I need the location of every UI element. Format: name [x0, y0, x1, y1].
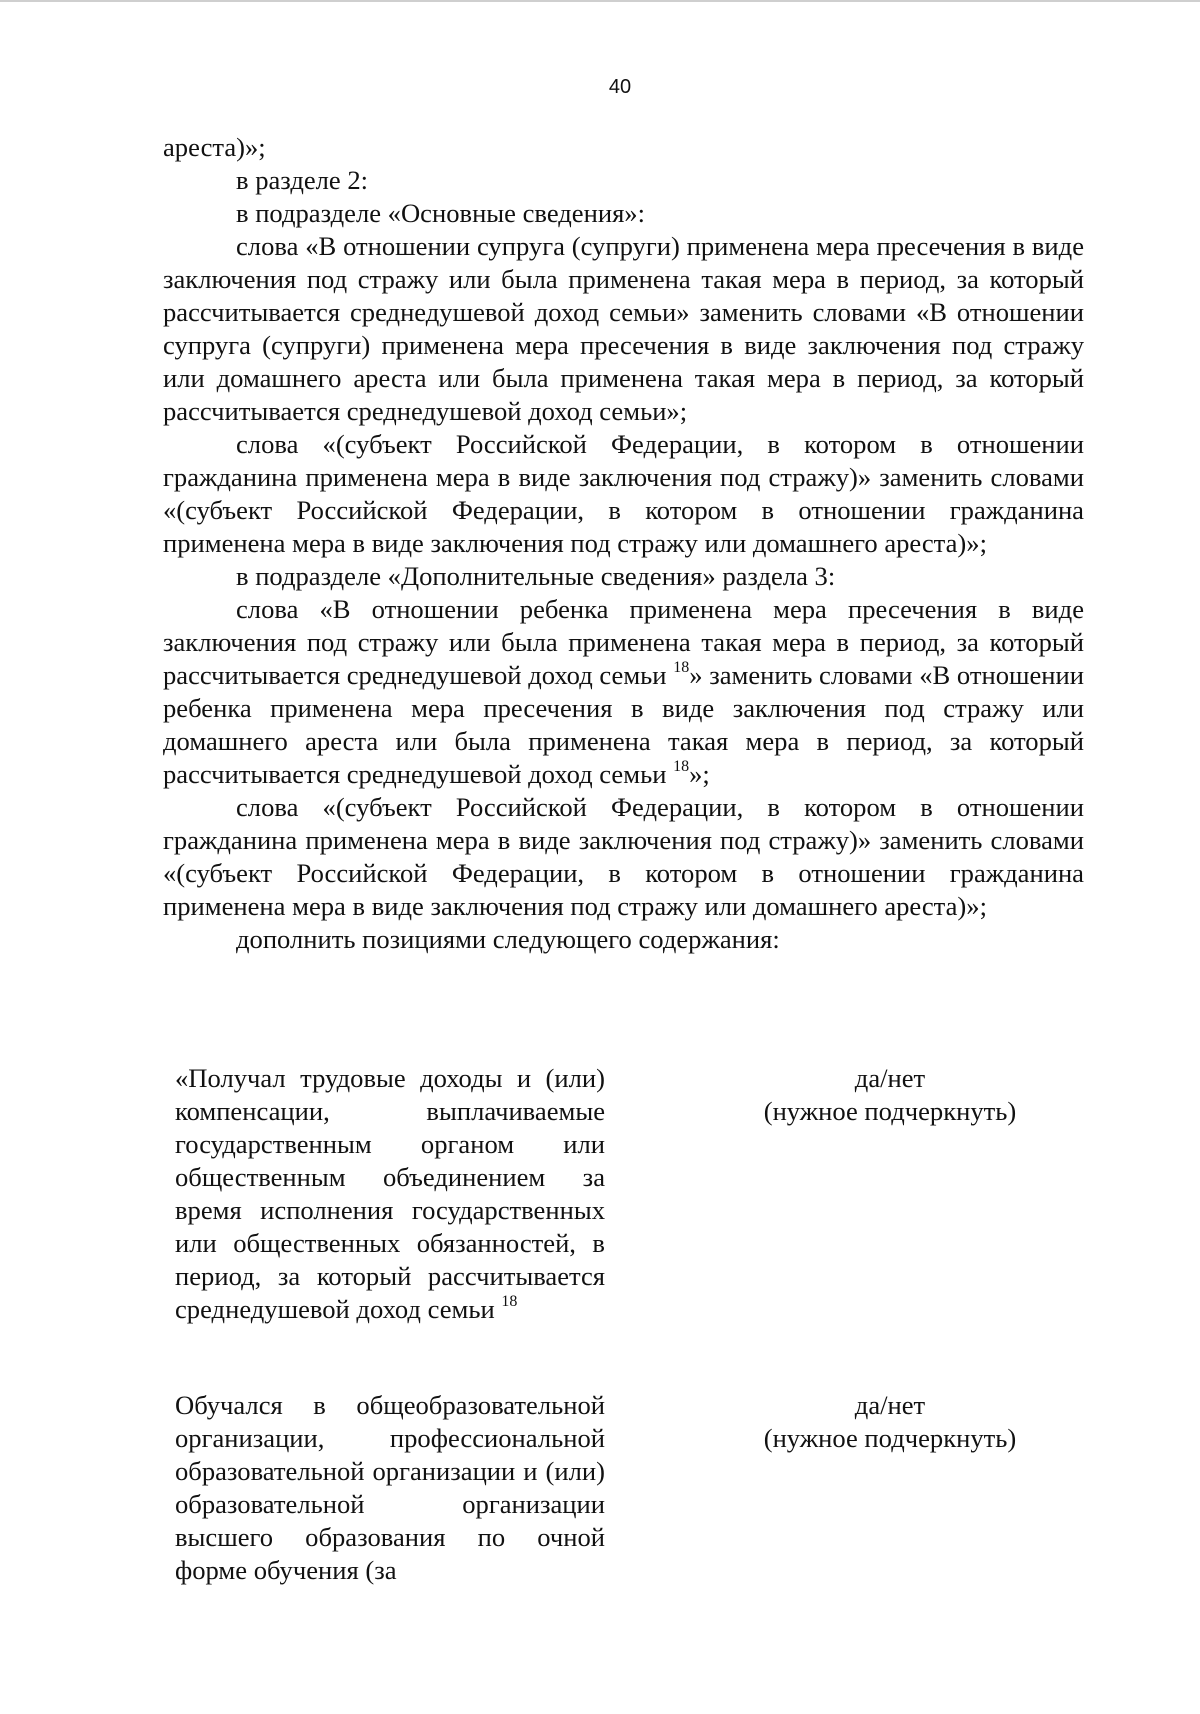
answer-options: да/нет — [854, 1390, 926, 1420]
footnote-ref: 18 — [673, 659, 690, 677]
scan-top-edge — [0, 0, 1200, 2]
paragraph-5: слова «(субъект Российской Федерации, в котором в отношении гражданина применена мера в виде заключения под стражу)» заменить словами «(субъект Российской Федерации, в котором в отношении гражданина применена мера в виде заключения под стражу или домашнего ареста)»; — [163, 429, 1084, 558]
paragraph-2: в разделе 2: — [236, 165, 369, 195]
position-item — [175, 1389, 605, 1587]
paragraph-9: дополнить позициями следующего содержания: — [236, 924, 780, 954]
paragraph-1: ареста)»; — [163, 132, 266, 162]
paragraph-8: слова «(субъект Российской Федерации, в котором в отношении гражданина применена мера в виде заключения под стражу)» заменить словами «(субъект Российской Федерации, в котором в отношении гражданина применена мера в виде заключения под стражу или домашнего ареста)»; — [163, 792, 1084, 921]
paragraph-6: в подразделе «Дополнительные сведения» раздела 3: — [236, 561, 836, 591]
answer-note: (нужное подчеркнуть) — [763, 1096, 1017, 1126]
paragraph-3: в подразделе «Основные сведения»: — [236, 198, 645, 228]
paragraph-4: слова «В отношении супруга (супруги) применена мера пресечения в виде заключения под стражу или была применена такая мера в период, за который рассчитывается среднедушевой доход семьи» заменить словами «В отношении супруга (супруги) применена мера пресечения в виде заключения под стражу или домашнего ареста или была применена такая мера в период, за который рассчитывается среднедушевой доход семьи»; — [163, 231, 1084, 426]
paragraph-7-after: »; — [689, 759, 710, 789]
position-answer — [730, 1389, 1050, 1455]
footnote-ref: 18 — [673, 758, 690, 776]
paragraph-7-middle: » заменить словами «В отношении ребенка применена мера пресечения в виде заключения под стражу или домашнего ареста или была применена такая мера в период, за который рассчитывается среднедушевой доход семьи — [163, 660, 1084, 789]
position-item — [175, 1062, 605, 1326]
position-text: «Получал трудовые доходы и (или) компенсации, выплачиваемые государственным органом или общественным объединением за время исполнения государственных или общественных обязанностей, в период, за который рассчитывается среднедушевой доход семьи — [175, 1063, 605, 1324]
page-number: 40 — [608, 76, 632, 98]
answer-note: (нужное подчеркнуть) — [763, 1423, 1017, 1453]
answer-options: да/нет — [854, 1063, 926, 1093]
position-answer — [730, 1062, 1050, 1128]
position-text: Обучался в общеобразовательной организации, профессиональной образовательной организации и (или) образовательной организации высшего образования по очной форме обучения (за — [175, 1390, 605, 1585]
footnote-ref: 18 — [501, 1293, 518, 1311]
body-text — [163, 131, 1084, 956]
paragraph-7-before: слова «В отношении ребенка применена мера пресечения в виде заключения под стражу или была применена такая мера в период, за который рассчитывается среднедушевой доход семьи — [163, 594, 1084, 690]
paragraph-7 — [163, 593, 1084, 791]
